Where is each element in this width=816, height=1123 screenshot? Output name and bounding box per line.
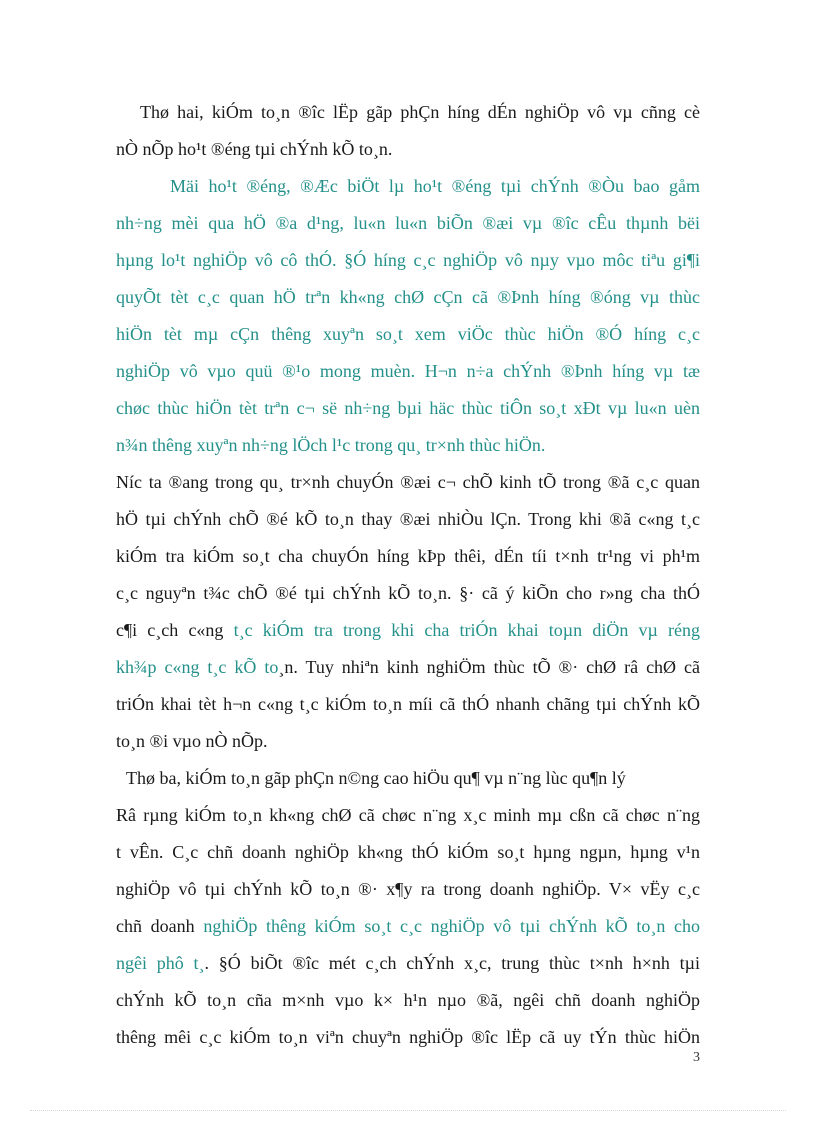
paragraph-line bbox=[116, 723, 700, 760]
text-segment: to¸n ®i vµo nÒ nÕp. bbox=[116, 731, 268, 751]
paragraph-line bbox=[116, 390, 700, 427]
text-segment: n¾n thêng xuyªn nh÷ng lÖch l¹c trong qu¸ tr×nh thùc hiÖn. bbox=[116, 435, 546, 455]
paragraph-line bbox=[116, 427, 700, 464]
paragraph-line bbox=[116, 982, 700, 1019]
text-segment: hµng lo¹t nghiÖp vô cô thÓ. §Ó híng c¸c nghiÖp vô nµy vµo môc tiªu gi¶i bbox=[116, 250, 700, 270]
text-segment: . §Ó biÕt ®îc mét c¸ch chÝnh x¸c, trung thùc t×nh h×nh tµi bbox=[204, 953, 700, 973]
text-segment: nghiÖp vô tµi chÝnh kÕ to¸n ®· x¶y ra trong doanh nghiÖp. V× vËy c¸c bbox=[116, 879, 700, 899]
bottom-divider bbox=[30, 1110, 786, 1111]
text-segment: nghiÖp vô vµo quü ®¹o mong muèn. H¬n n÷a chÝnh ®Þnh híng vµ tæ bbox=[116, 361, 700, 381]
paragraph-line bbox=[116, 168, 700, 205]
text-segment: Níc ta ®ang trong qu¸ tr×nh chuyÓn ®æi c¬ chÕ kinh tÕ trong ®ã c¸c quan bbox=[116, 472, 700, 492]
paragraph-line bbox=[116, 353, 700, 390]
text-segment: c¶i c¸ch c«ng bbox=[116, 620, 234, 640]
paragraph-line bbox=[116, 1019, 700, 1056]
paragraph-line bbox=[116, 908, 700, 945]
paragraph-line bbox=[116, 464, 700, 501]
text-segment: triÓn khai tèt h¬n c«ng t¸c kiÓm to¸n míi cã thÓ nhanh chãng tµi chÝnh kÕ bbox=[116, 694, 700, 714]
text-segment: chñ doanh bbox=[116, 916, 204, 936]
text-segment: t¸c kiÓm tra trong khi cha triÓn khai toµn diÖn vµ réng bbox=[233, 620, 701, 640]
paragraph-line bbox=[116, 316, 700, 353]
page-number: 3 bbox=[693, 1050, 700, 1065]
text-segment: nghiÖp thêng kiÓm so¸t c¸c nghiÖp vô tµi chÝnh kÕ to¸n cho bbox=[203, 916, 701, 936]
paragraph-line bbox=[116, 242, 700, 279]
text-segment: quyÕt tèt c¸c quan hÖ trªn kh«ng chØ cÇn cã ®Þnh híng ®óng vµ thùc bbox=[116, 287, 700, 307]
paragraph-line bbox=[116, 649, 700, 686]
paragraph-line bbox=[116, 94, 700, 131]
text-segment: kh¾p c«ng t¸c kÕ to bbox=[116, 657, 279, 677]
text-segment: chÝnh kÕ to¸n cña m×nh vµo k× h¹n nµo ®ã, ngêi chñ doanh nghiÖp bbox=[116, 990, 700, 1010]
body-text bbox=[116, 94, 700, 1056]
paragraph-line bbox=[116, 575, 700, 612]
text-segment: thêng mêi c¸c kiÓm to¸n viªn chuyªn nghiÖp ®îc lËp cã uy tÝn thùc hiÖn bbox=[116, 1027, 700, 1047]
text-segment: nÒ nÕp ho¹t ®éng tµi chÝnh kÕ to¸n. bbox=[116, 139, 393, 159]
paragraph-line bbox=[116, 612, 700, 649]
text-segment: Râ rµng kiÓm to¸n kh«ng chØ cã chøc n¨ng x¸c minh mµ cßn cã chøc n¨ng bbox=[116, 805, 700, 825]
text-segment: ngêi phô t¸ bbox=[116, 953, 205, 973]
paragraph-line bbox=[116, 945, 700, 982]
paragraph-line bbox=[116, 797, 700, 834]
paragraph-line bbox=[116, 760, 700, 797]
paragraph-line bbox=[116, 686, 700, 723]
text-segment: kiÓm tra kiÓm so¸t cha chuyÓn híng kÞp thêi, dÉn tíi t×nh tr¹ng vi ph¹m bbox=[116, 546, 700, 566]
text-segment: hiÖn tèt mµ cÇn thêng xuyªn so¸t xem viÖc thùc hiÖn ®Ó híng c¸c bbox=[116, 324, 700, 344]
text-segment: hÖ tµi chÝnh chÕ ®é kÕ to¸n thay ®æi nhiÒu lÇn. Trong khi ®ã c«ng t¸c bbox=[116, 509, 700, 529]
text-segment: c¸c nguyªn t¾c chÕ ®é tµi chÝnh kÕ to¸n. §· cã ý kiÕn cho r»ng cha thÓ bbox=[116, 583, 700, 603]
paragraph-line bbox=[116, 501, 700, 538]
paragraph-line bbox=[116, 279, 700, 316]
paragraph-line bbox=[116, 834, 700, 871]
text-segment: Thø ba, kiÓm to¸n gãp phÇn n©ng cao hiÖu qu¶ vµ n¨ng lùc qu¶n lý bbox=[126, 768, 626, 788]
text-segment: nh÷ng mèi qua hÖ ®a d¹ng, lu«n lu«n biÕn ®æi vµ ®îc cÊu thµnh bëi bbox=[116, 213, 700, 233]
text-segment: ¸n. Tuy nhiªn kinh nghiÖm thùc tÕ ®· chØ râ chØ cã bbox=[278, 657, 700, 677]
text-segment: t vÊn. C¸c chñ doanh nghiÖp kh«ng thÓ kiÓm so¸t hµng ngµn, hµng v¹n bbox=[116, 842, 700, 862]
text-segment: Mäi ho¹t ®éng, ®Æc biÖt lµ ho¹t ®éng tµi chÝnh ®Òu bao gåm bbox=[170, 176, 700, 196]
text-segment: Thø hai, kiÓm to¸n ®îc lËp gãp phÇn híng dÉn nghiÖp vô vµ cñng cè bbox=[140, 102, 700, 122]
paragraph-line bbox=[116, 538, 700, 575]
paragraph-line bbox=[116, 131, 700, 168]
text-segment: chøc thùc hiÖn tèt trªn c¬ së nh÷ng bµi häc thùc tiÔn so¸t xÐt vµ lu«n uèn bbox=[116, 398, 700, 418]
paragraph-line bbox=[116, 205, 700, 242]
paragraph-line bbox=[116, 871, 700, 908]
